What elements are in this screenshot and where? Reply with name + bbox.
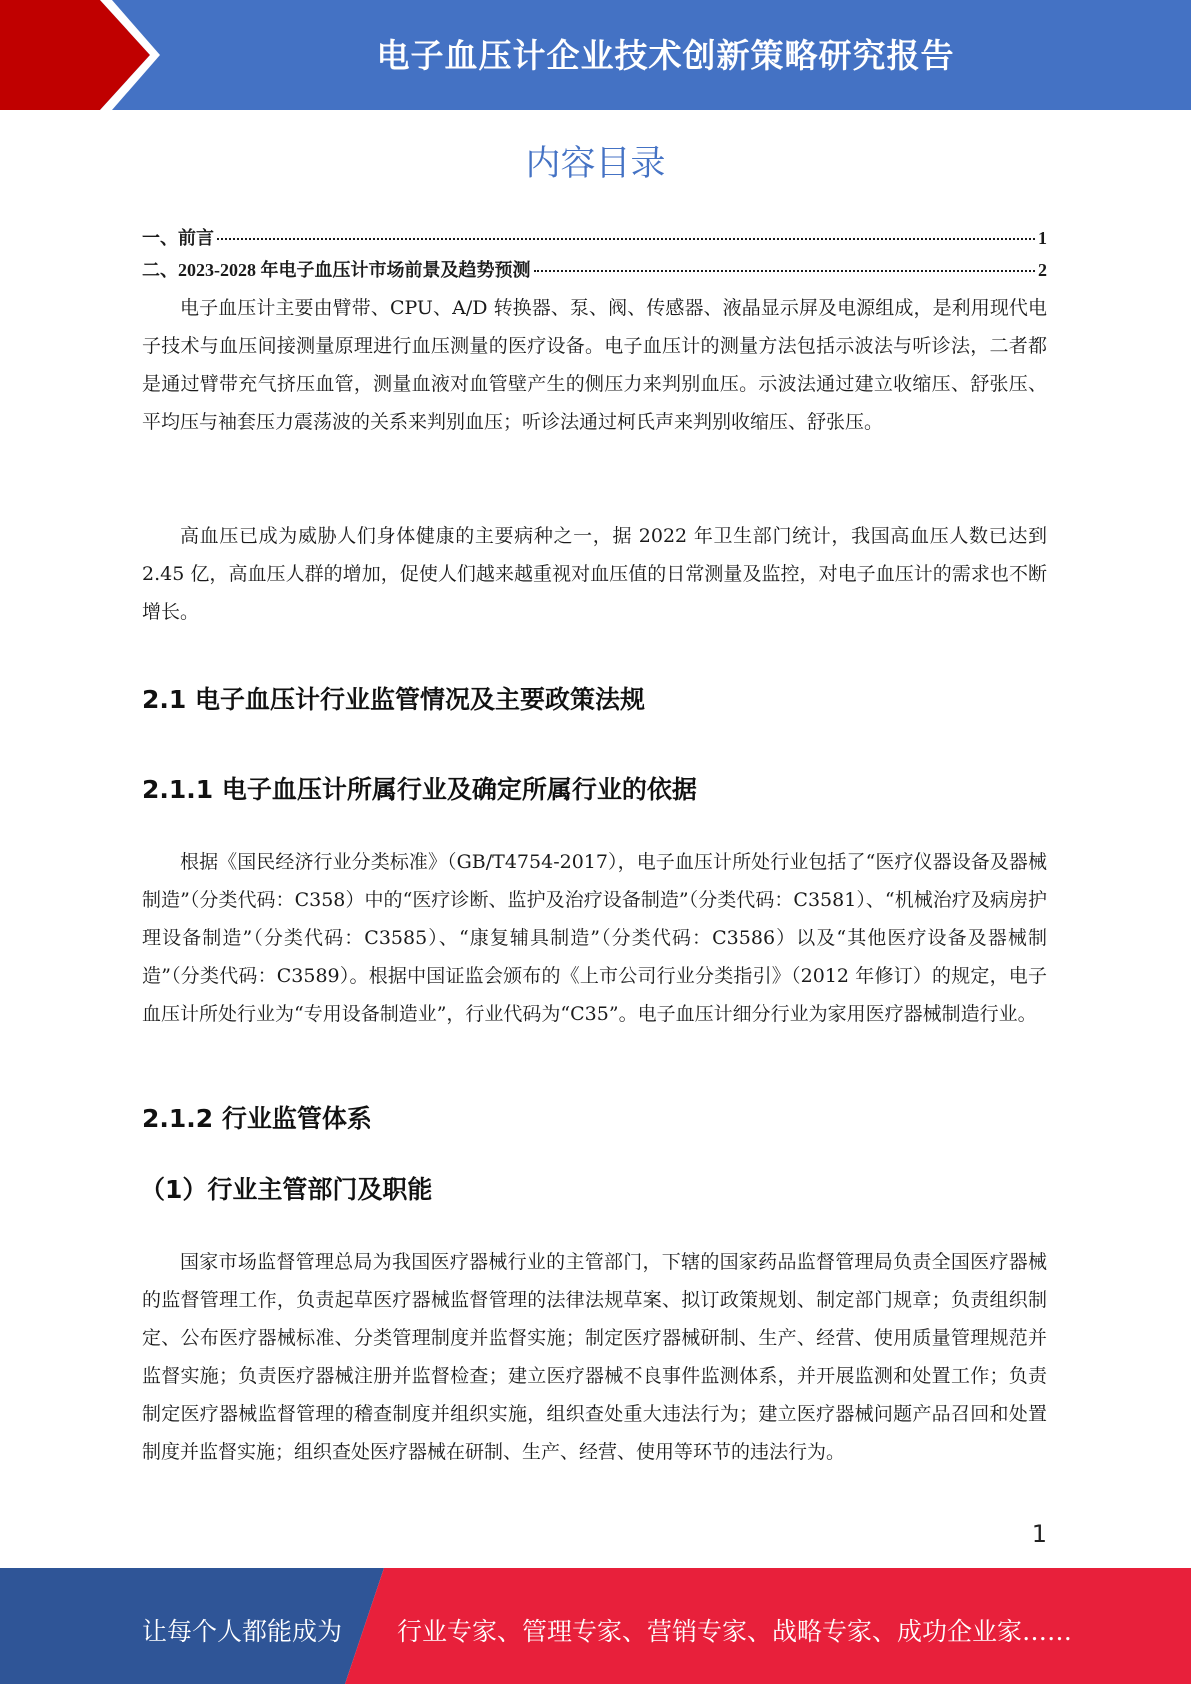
toc-item-preface[interactable] xyxy=(142,224,1047,256)
toc-leader-dots xyxy=(217,238,1035,240)
toc-leader-dots xyxy=(534,270,1036,272)
toc-item-page: 2 xyxy=(1038,260,1047,280)
section-heading-2-1-1: 2.1.1 电子血压计所属行业及确定所属行业的依据 xyxy=(142,775,697,804)
footer-slogan-left: 让每个人都能成为 xyxy=(142,1617,343,1646)
paragraph-regulatory-authority: 国家市场监督管理总局为我国医疗器械行业的主管部门，下辖的国家药品监督管理局负责全国医疗器械的监督管理工作，负责起草医疗器械监督管理的法律法规草案、拟订政策规划、制定部门规章；负责组织制定、公布医疗器械标准、分类管理制度并监督实施；制定医疗器械研制、生产、经营、使用质量管理规范并监督实施；负责医疗器械注册并监督检查；建立医疗器械不良事件监测体系，并开展监测和处置工作；负责制定医疗器械监督管理的稽查制度并组织实施，组织查处重大违法行为；建立医疗器械问题产品召回和处置制度并监督实施；组织查处医疗器械在研制、生产、经营、使用等环节的违法行为。 xyxy=(142,1251,1047,1463)
paragraph-composition: 电子血压计主要由臂带、CPU、A/D 转换器、泵、阀、传感器、液晶显示屏及电源组成，是利用现代电子技术与血压间接测量原理进行血压测量的医疗设备。电子血压计的测量方法包括示波法与听诊法，二者都是通过臂带充气挤压血管，测量血液对血管壁产生的侧压力来判别血压。示波法通过建立收缩压、舒张压、平均压与袖套压力震荡波的关系来判别血压；听诊法通过柯氏声来判别收缩压、舒张压。 xyxy=(142,297,1047,433)
paragraph-industry-classification: 根据《国民经济行业分类标准》（GB/T4754-2017），电子血压计所处行业包括了“医疗仪器设备及器械制造”（分类代码：C358）中的“医疗诊断、监护及治疗设备制造”（分类代码：C3581）、“机械治疗及病房护理设备制造”（分类代码：C3585）、“康复辅具制造”（分类代码：C3586）以及“其他医疗设备及器械制造”（分类代码：C3589）。根据中国证监会颁布的《上市公司行业分类指引》（2012 年修订）的规定，电子血压计所处行业为“专用设备制造业”，行业代码为“C35”。电子血压计细分行业为家用医疗器械制造行业。 xyxy=(142,851,1047,1025)
toc-item-page: 1 xyxy=(1038,228,1047,248)
section-heading-2-1: 2.1 电子血压计行业监管情况及主要政策法规 xyxy=(142,685,645,714)
header-arrow-icon xyxy=(0,0,160,110)
paragraph-hypertension: 高血压已成为威胁人们身体健康的主要病种之一，据 2022 年卫生部门统计，我国高血压人数已达到 2.45 亿，高血压人群的增加，促使人们越来越重视对血压值的日常测量及监控，对电子血压计的需求也不断增长。 xyxy=(142,525,1047,623)
section-heading-2-1-2: 2.1.2 行业监管体系 xyxy=(142,1104,372,1133)
report-title: 电子血压计企业技术创新策略研究报告 xyxy=(376,36,955,75)
footer-banner xyxy=(0,1568,1191,1684)
footer-slogan-right: 行业专家、管理专家、营销专家、战略专家、成功企业家…… xyxy=(397,1617,1073,1646)
toc-item-forecast[interactable] xyxy=(142,256,1047,288)
toc-item-label: 一、前言 xyxy=(142,228,214,248)
table-of-contents xyxy=(142,224,1047,288)
toc-item-label: 二、2023-2028 年电子血压计市场前景及趋势预测 xyxy=(142,260,531,280)
report-header xyxy=(0,0,1191,110)
toc-title: 内容目录 xyxy=(525,144,666,184)
subsection-heading-authority: （1）行业主管部门及职能 xyxy=(140,1175,433,1204)
page-number: 1 xyxy=(1031,1520,1047,1548)
